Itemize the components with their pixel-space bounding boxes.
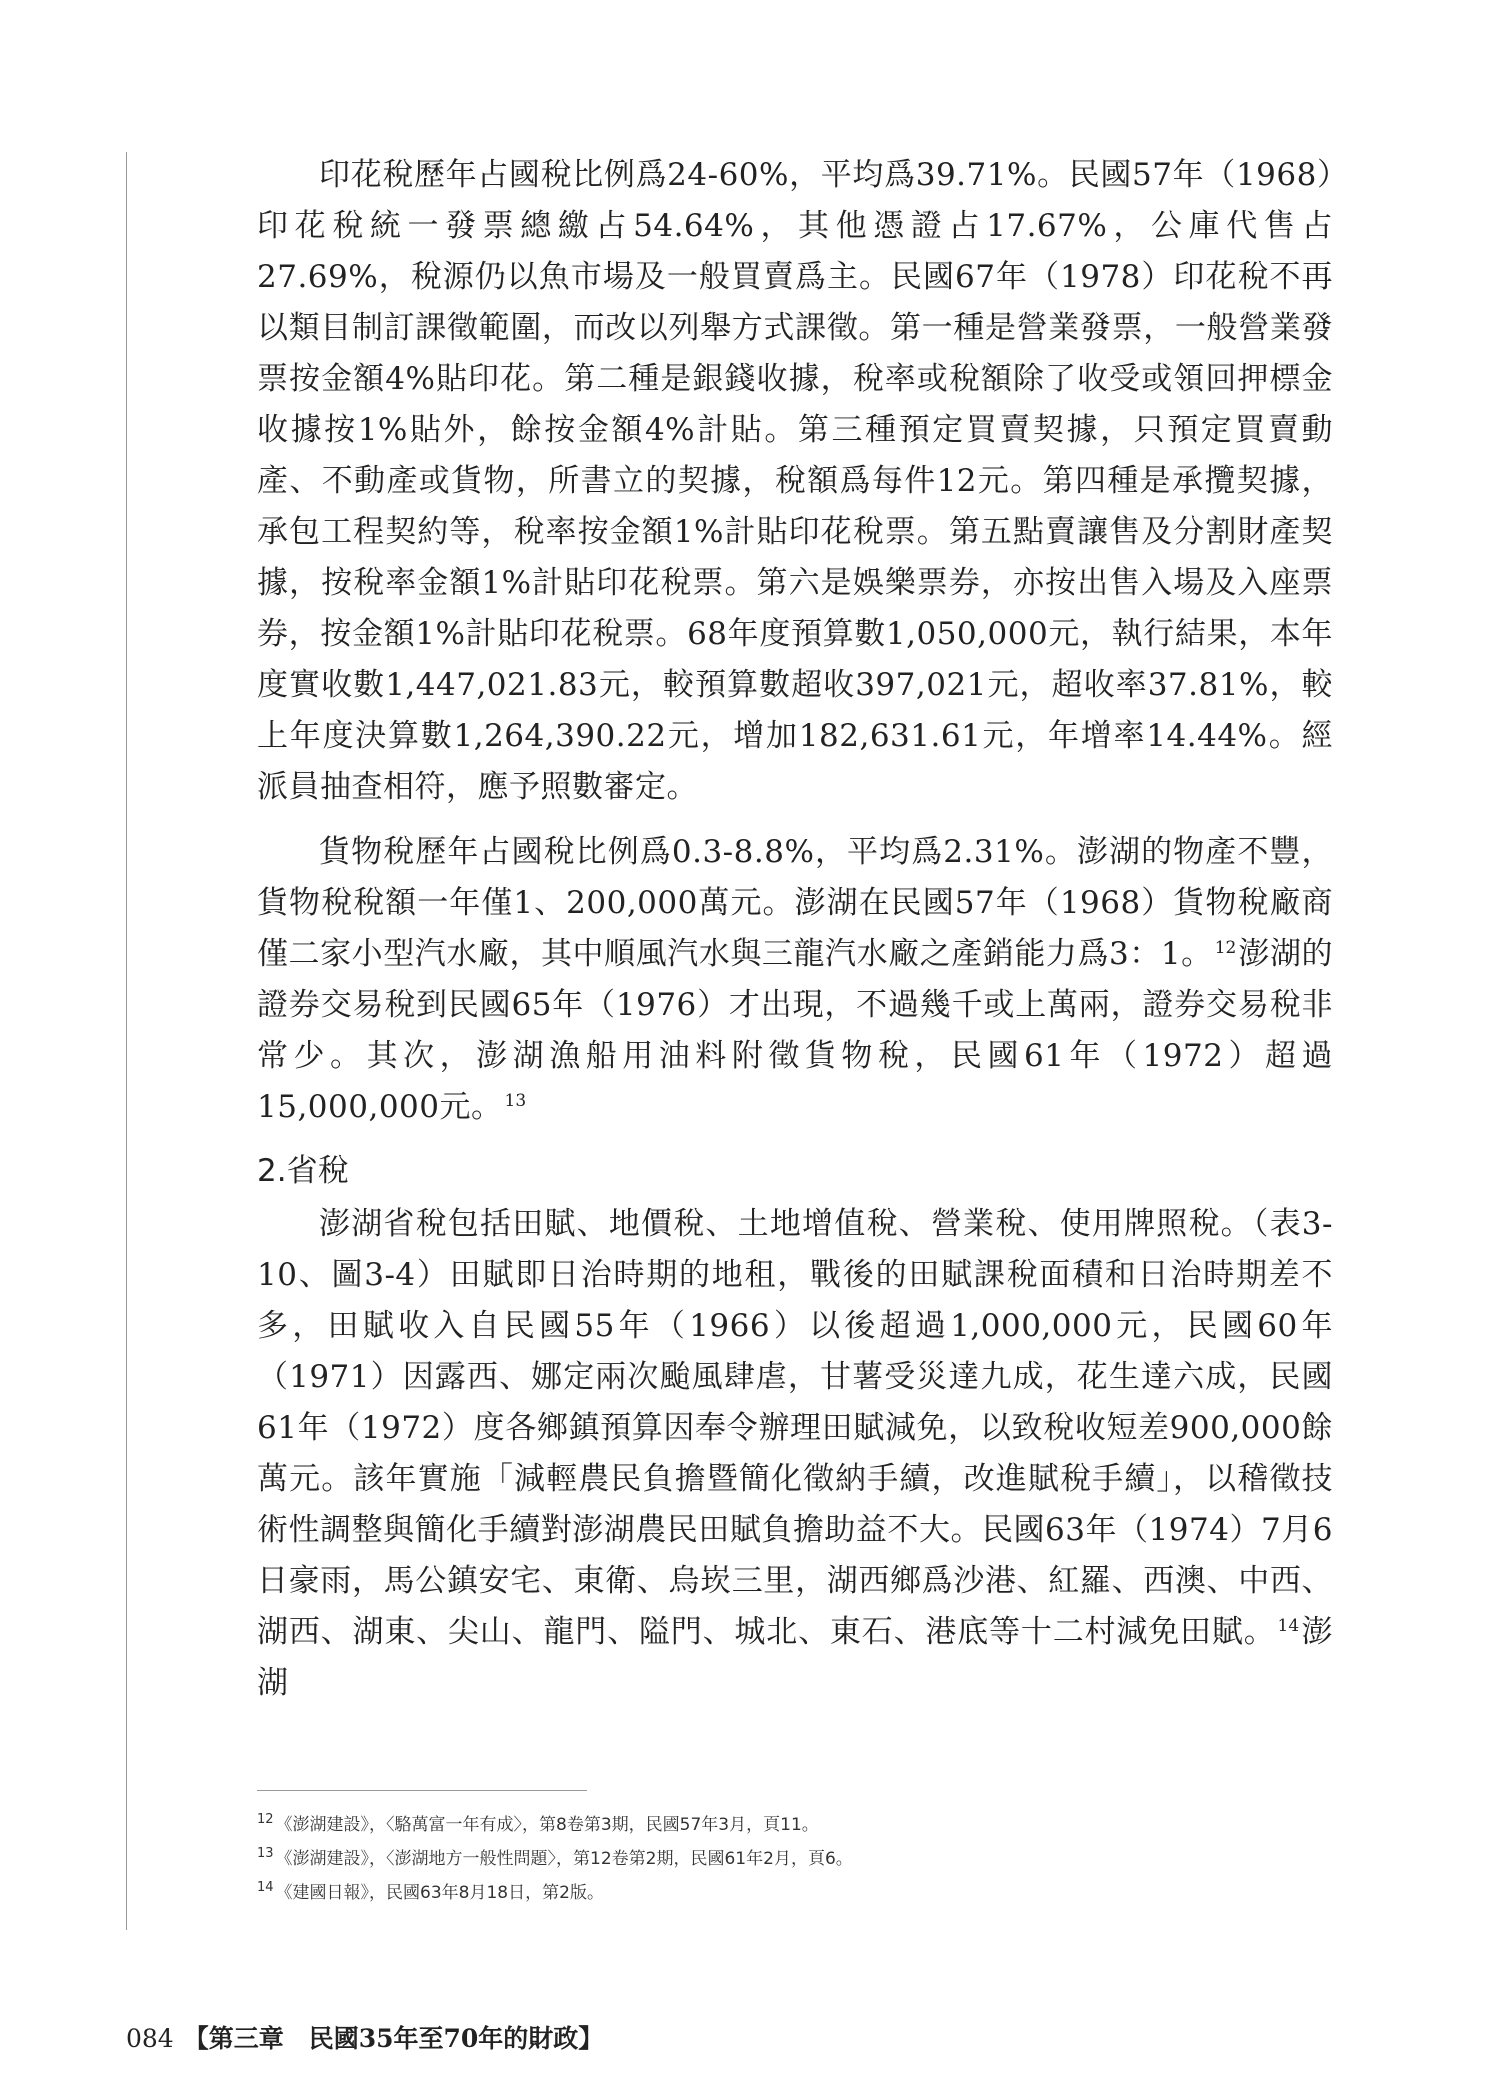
- paragraph-commodity-tax: [257, 827, 1333, 1133]
- paragraph-text: 澎湖省稅包括田賦、地價稅、土地增值稅、營業稅、使用牌照稅。（表3-10、圖3-4）田賦即日治時期的地租，戰後的田賦課稅面積和日治時期差不多，田賦收入自民國55年（1966）以後超過1,000,000元，民國60年（1971）因露西、娜定兩次颱風肆虐，甘薯受災達九成，花生達六成，民國61年（1972）度各鄉鎮預算因奉令辦理田賦減免，以致稅收短差900,000餘萬元。該年實施「減輕農民負擔暨簡化徵納手續，改進賦稅手續」，以稽徵技術性調整與簡化手續對澎湖農民田賦負擔助益不大。民國63年（1974）7月6日豪雨，馬公鎮安宅、東衛、烏崁三里，湖西鄉爲沙港、紅羅、西澳、中西、湖西、湖東、尖山、龍門、隘門、城北、東石、港底等十二村減免田賦。: [257, 1206, 1333, 1650]
- footnote-text: 《澎湖建設》，〈駱萬富一年有成〉，第8卷第3期，民國57年3月，頁11。: [275, 1815, 819, 1835]
- footnote-12: [257, 1808, 1333, 1842]
- footnote-number: 13: [257, 1846, 274, 1862]
- footnotes: [257, 1808, 1333, 1910]
- footnote-number: 12: [257, 1812, 274, 1828]
- footnote-ref-14[interactable]: 14: [1277, 1615, 1300, 1636]
- footnote-text: 《建國日報》，民國63年8月18日，第2版。: [275, 1883, 604, 1903]
- paragraph-provincial-tax: [257, 1199, 1333, 1709]
- footnote-text: 《澎湖建設》，〈澎湖地方一般性問題〉，第12卷第2期，民國61年2月，頁6。: [275, 1849, 853, 1869]
- chapter-title: 【第三章 民國35年至70年的財政】: [183, 2024, 604, 2053]
- footnote-divider: [257, 1790, 587, 1791]
- paragraph-text: 貨物稅歷年占國稅比例爲0.3-8.8%，平均爲2.31%。澎湖的物產不豐，貨物稅稅額一年僅1、200,000萬元。澎湖在民國57年（1968）貨物稅廠商僅二家小型汽水廠，其中順風汽水與三龍汽水廠之產銷能力爲3：1。: [257, 834, 1333, 972]
- footnote-ref-12[interactable]: 12: [1214, 937, 1237, 958]
- page-body: [257, 150, 1333, 1723]
- paragraph-stamp-tax: [257, 150, 1333, 813]
- paragraph-text: 澎湖的證券交易稅到民國65年（1976）才出現，不過幾千或上萬兩，證券交易稅非常少。其次，澎湖漁船用油料附徵貨物稅，民國61年（1972）超過15,000,000元。: [257, 936, 1333, 1125]
- paragraph-text: 澎湖: [257, 1614, 1334, 1701]
- footnote-13: [257, 1842, 1333, 1876]
- footnote-ref-13[interactable]: 13: [504, 1090, 527, 1111]
- page-number: 084: [126, 2024, 174, 2053]
- margin-rule: [126, 152, 127, 1930]
- running-footer: [126, 2023, 603, 2055]
- paragraph-text: 印花稅歷年占國稅比例爲24-60%，平均爲39.71%。民國57年（1968）印花稅統一發票總繳占54.64%，其他憑證占17.67%，公庫代售占27.69%，稅源仍以魚市場及一般買賣爲主。民國67年（1978）印花稅不再以類目制訂課徵範圍，而改以列舉方式課徵。第一種是營業發票，一般營業發票按金額4%貼印花。第二種是銀錢收據，稅率或稅額除了收受或領回押標金收據按1%貼外，餘按金額4%計貼。第三種預定買賣契據，只預定買賣動產、不動產或貨物，所書立的契據，稅額爲每件12元。第四種是承攬契據，承包工程契約等，稅率按金額1%計貼印花稅票。第五點賣讓售及分割財產契據，按稅率金額1%計貼印花稅票。第六是娛樂票券，亦按出售入場及入座票券，按金額1%計貼印花稅票。68年度預算數1,050,000元，執行結果，本年度實收數1,447,021.83元，較預算數超收397,021元，超收率37.81%，較上年度決算數1,264,390.22元，增加182,631.61元，年增率14.44%。經派員抽查相符，應予照數審定。: [257, 157, 1333, 805]
- footnote-14: [257, 1876, 1333, 1910]
- section-heading-provincial-tax: 2.省稅: [257, 1153, 349, 1189]
- footnote-number: 14: [257, 1880, 274, 1896]
